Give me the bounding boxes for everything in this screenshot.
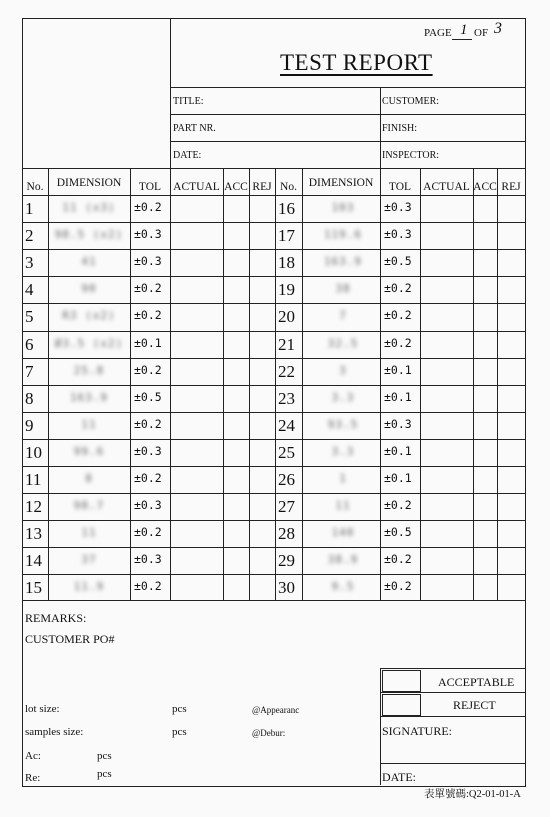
actual-input-cell[interactable] — [421, 494, 472, 519]
actual-input-cell[interactable] — [171, 196, 222, 221]
reject-check-cell[interactable] — [250, 467, 274, 492]
dimension-value: 37 — [81, 553, 97, 567]
row-number: 7 — [25, 361, 34, 381]
row-number: 27 — [278, 497, 295, 517]
title-field-label: TITLE: — [173, 96, 204, 107]
info-line-2 — [170, 114, 525, 115]
row-number: 15 — [25, 578, 42, 598]
tolerance-value: ±0.5 — [134, 389, 162, 404]
verdict-bottom-line — [380, 716, 525, 717]
column-header-tol: TOL — [388, 181, 412, 193]
tolerance-value: ±0.2 — [134, 200, 162, 214]
actual-input-cell[interactable] — [421, 440, 472, 465]
row-number: 24 — [278, 415, 295, 435]
row-number: 28 — [278, 524, 295, 544]
actual-input-cell[interactable] — [171, 304, 222, 329]
tolerance-value: ±0.2 — [134, 416, 162, 431]
reject-check-cell[interactable] — [498, 304, 524, 329]
actual-input-cell[interactable] — [171, 440, 222, 465]
row-number: 5 — [25, 307, 34, 327]
accept-check-cell[interactable] — [474, 413, 496, 438]
customer-po-label: CUSTOMER PO# — [25, 632, 115, 646]
accept-check-cell[interactable] — [224, 440, 248, 465]
remarks-label: REMARKS: — [25, 611, 87, 625]
page-number: 1 — [460, 22, 468, 38]
verdict-left-line — [380, 668, 381, 785]
tolerance-value: ±0.2 — [134, 362, 162, 377]
actual-input-cell[interactable] — [171, 548, 222, 573]
tolerance-value: ±0.1 — [384, 443, 412, 458]
accept-check-cell[interactable] — [224, 196, 248, 221]
dimension-value: 25.8 — [73, 363, 105, 377]
actual-input-cell[interactable] — [421, 359, 472, 384]
actual-input-cell[interactable] — [171, 250, 222, 275]
finish-field-label: FINISH: — [382, 123, 418, 134]
dimension-value: 32.5 — [327, 336, 359, 350]
tolerance-value: ±0.1 — [384, 389, 412, 404]
reject-check-cell[interactable] — [498, 277, 524, 302]
form-code: 表單號碼:Q2-01-01-A — [424, 789, 521, 800]
reject-check-cell[interactable] — [250, 494, 274, 519]
tolerance-value: ±0.1 — [384, 471, 412, 485]
reject-check-cell[interactable] — [250, 196, 274, 221]
actual-input-cell[interactable] — [421, 196, 472, 221]
tolerance-value: ±0.3 — [384, 227, 412, 242]
header-bottom-line — [22, 168, 525, 169]
verdict-top-line — [380, 668, 525, 669]
reject-check-cell[interactable] — [498, 196, 524, 221]
row-number: 23 — [278, 388, 295, 408]
part-nr-field-label: PART NR. — [173, 123, 216, 134]
dimension-value: 119.6 — [323, 228, 363, 242]
accept-check-cell[interactable] — [224, 277, 248, 302]
inspector-field-label: INSPECTOR: — [382, 150, 440, 161]
dimension-value: 41 — [81, 255, 97, 269]
row-number: 11 — [25, 470, 42, 489]
dimension-value: 140 — [331, 526, 355, 540]
row-number: 1 — [25, 199, 34, 218]
reject-check-cell[interactable] — [498, 386, 524, 411]
accept-check-cell[interactable] — [474, 359, 496, 384]
reject-check-cell[interactable] — [250, 277, 274, 302]
dimension-value: 3 — [339, 363, 347, 377]
actual-input-cell[interactable] — [171, 223, 222, 248]
verdict-date-label: DATE: — [382, 770, 416, 784]
accept-check-cell[interactable] — [224, 332, 248, 357]
verdict-mid-line — [380, 692, 525, 693]
tolerance-value: ±0.1 — [134, 335, 162, 350]
reject-check-cell[interactable] — [498, 494, 524, 519]
reject-check-cell[interactable] — [498, 548, 524, 573]
column-header-dimension: DIMENSION — [308, 177, 374, 189]
column-header-tol: TOL — [138, 181, 162, 193]
actual-input-cell[interactable] — [421, 575, 472, 600]
column-header-dimension: DIMENSION — [56, 177, 122, 189]
report-title: TEST REPORT — [280, 50, 433, 75]
row-number: 6 — [25, 334, 34, 354]
accept-check-cell[interactable] — [474, 386, 496, 411]
appearance-label: @Appearanc — [252, 705, 300, 715]
tolerance-value: ±0.3 — [384, 416, 412, 431]
column-header-no: No. — [280, 181, 297, 193]
ac-label: Ac: — [25, 750, 41, 762]
accept-check-cell[interactable] — [224, 494, 248, 519]
row-number: 25 — [278, 442, 295, 462]
actual-input-cell[interactable] — [171, 277, 222, 302]
tolerance-value: ±0.2 — [384, 552, 412, 567]
tolerance-value: ±0.2 — [134, 308, 162, 323]
actual-input-cell[interactable] — [421, 332, 472, 357]
re-pcs: pcs — [97, 768, 112, 780]
dimension-value: 99.6 — [73, 444, 105, 458]
tolerance-value: ±0.2 — [384, 579, 412, 594]
accept-check-cell[interactable] — [474, 548, 496, 573]
acceptable-checkbox[interactable] — [382, 670, 421, 692]
reject-checkbox[interactable] — [382, 694, 421, 716]
lot-size-label: lot size: — [25, 703, 60, 715]
dimension-value: 3.3 — [331, 390, 355, 404]
accept-check-cell[interactable] — [224, 304, 248, 329]
signature-label: SIGNATURE: — [382, 724, 453, 738]
reject-check-cell[interactable] — [250, 575, 274, 600]
tolerance-value: ±0.2 — [134, 525, 162, 540]
accept-check-cell[interactable] — [474, 196, 496, 221]
row-number: 29 — [278, 551, 295, 571]
dimension-value: 7 — [339, 309, 347, 323]
row-number: 21 — [278, 334, 295, 354]
customer-field-label: CUSTOMER: — [382, 96, 440, 107]
table-column-line — [130, 168, 131, 600]
reject-check-cell[interactable] — [250, 250, 274, 275]
tolerance-value: ±0.1 — [384, 362, 412, 377]
actual-input-cell[interactable] — [421, 467, 472, 492]
column-header-acc: ACC — [224, 181, 248, 193]
accept-check-cell[interactable] — [224, 359, 248, 384]
dimension-value: 98.5 (x2) — [54, 228, 124, 242]
actual-input-cell[interactable] — [171, 521, 222, 546]
table-bottom-line — [22, 600, 525, 601]
row-number: 22 — [278, 361, 295, 381]
row-number: 13 — [25, 524, 42, 544]
row-number: 19 — [278, 280, 295, 300]
dimension-value: 38.9 — [327, 553, 359, 567]
date-field-label: DATE: — [173, 150, 202, 161]
dimension-value: 93.5 — [327, 417, 359, 431]
actual-input-cell[interactable] — [421, 277, 472, 302]
reject-check-cell[interactable] — [250, 359, 274, 384]
tolerance-value: ±0.3 — [134, 443, 162, 458]
row-number: 14 — [25, 551, 42, 571]
actual-input-cell[interactable] — [171, 359, 222, 384]
acceptable-label: ACCEPTABLE — [438, 675, 515, 689]
tolerance-value: ±0.2 — [384, 308, 412, 323]
column-header-actual: ACTUAL — [173, 181, 220, 193]
dimension-value: 11 (x3) — [62, 201, 116, 214]
reject-check-cell[interactable] — [250, 413, 274, 438]
column-header-acc: ACC — [473, 181, 497, 193]
actual-input-cell[interactable] — [421, 250, 472, 275]
dimension-value: 9.5 — [331, 580, 355, 594]
accept-check-cell[interactable] — [474, 467, 496, 492]
reject-check-cell[interactable] — [250, 386, 274, 411]
tolerance-value: ±0.3 — [134, 254, 162, 269]
tolerance-value: ±0.2 — [384, 281, 412, 296]
column-header-no: No. — [26, 181, 44, 193]
accept-check-cell[interactable] — [474, 277, 496, 302]
table-column-line — [275, 168, 276, 600]
row-number: 4 — [25, 280, 34, 300]
accept-check-cell[interactable] — [474, 494, 496, 519]
actual-input-cell[interactable] — [421, 521, 472, 546]
dimension-value: 103 — [331, 201, 355, 214]
column-header-rej: REJ — [501, 181, 521, 193]
reject-check-cell[interactable] — [498, 359, 524, 384]
actual-input-cell[interactable] — [171, 494, 222, 519]
accept-check-cell[interactable] — [224, 386, 248, 411]
dimension-value: 11 — [335, 499, 351, 513]
accept-check-cell[interactable] — [474, 250, 496, 275]
reject-check-cell[interactable] — [498, 467, 524, 492]
info-divider — [380, 87, 381, 168]
accept-check-cell[interactable] — [224, 575, 248, 600]
tolerance-value: ±0.3 — [384, 200, 412, 214]
tolerance-value: ±0.2 — [134, 579, 162, 594]
row-number: 9 — [25, 415, 34, 435]
dimension-value: 163.9 — [323, 255, 363, 269]
row-number: 10 — [25, 442, 42, 462]
accept-check-cell[interactable] — [224, 548, 248, 573]
actual-input-cell[interactable] — [421, 386, 472, 411]
tolerance-value: ±0.3 — [134, 552, 162, 567]
dimension-value: 8 — [85, 472, 93, 485]
accept-check-cell[interactable] — [474, 332, 496, 357]
row-number: 12 — [25, 497, 42, 517]
tolerance-value: ±0.2 — [134, 281, 162, 296]
dimension-value: 90 — [81, 282, 97, 296]
accept-check-cell[interactable] — [224, 250, 248, 275]
tolerance-value: ±0.2 — [384, 498, 412, 513]
actual-input-cell[interactable] — [171, 332, 222, 357]
accept-check-cell[interactable] — [474, 575, 496, 600]
reject-check-cell[interactable] — [250, 304, 274, 329]
accept-check-cell[interactable] — [224, 223, 248, 248]
samples-size-label: samples size: — [25, 726, 84, 738]
tolerance-value: ±0.5 — [384, 254, 412, 269]
reject-check-cell[interactable] — [498, 250, 524, 275]
dimension-value: R3 (x2) — [62, 309, 116, 323]
info-line-3 — [170, 141, 525, 142]
accept-check-cell[interactable] — [224, 521, 248, 546]
actual-input-cell[interactable] — [171, 467, 222, 492]
accept-check-cell[interactable] — [474, 440, 496, 465]
row-number: 16 — [278, 199, 295, 218]
reject-check-cell[interactable] — [498, 440, 524, 465]
dimension-value: 11 — [81, 417, 97, 431]
tolerance-value: ±0.2 — [384, 335, 412, 350]
actual-input-cell[interactable] — [171, 413, 222, 438]
accept-check-cell[interactable] — [474, 521, 496, 546]
column-header-actual: ACTUAL — [423, 181, 470, 193]
dimension-value: 38 — [335, 282, 351, 296]
actual-input-cell[interactable] — [421, 223, 472, 248]
table-column-line — [380, 168, 381, 600]
column-header-rej: REJ — [252, 181, 272, 193]
reject-check-cell[interactable] — [498, 575, 524, 600]
row-number: 26 — [278, 470, 295, 489]
reject-label: REJECT — [453, 698, 496, 712]
lot-size-pcs: pcs — [172, 703, 187, 715]
row-number: 18 — [278, 253, 295, 273]
dimension-value: 1 — [339, 472, 347, 485]
page-label: PAGE — [424, 27, 452, 39]
of-label: OF — [474, 27, 489, 39]
reject-check-cell[interactable] — [250, 440, 274, 465]
accept-check-cell[interactable] — [474, 223, 496, 248]
page-number-underline — [452, 39, 472, 40]
dimension-value: 3.3 — [331, 444, 355, 458]
dimension-value: 163.9 — [69, 390, 109, 404]
dimension-value: 98.7 — [73, 499, 105, 513]
tolerance-value: ±0.3 — [134, 498, 162, 513]
ac-pcs: pcs — [97, 750, 112, 762]
dimension-value: Ø3.5 (x2) — [54, 336, 124, 350]
reject-check-cell[interactable] — [250, 223, 274, 248]
reject-check-cell[interactable] — [498, 332, 524, 357]
accept-check-cell[interactable] — [474, 304, 496, 329]
reject-check-cell[interactable] — [250, 521, 274, 546]
re-label: Re: — [25, 772, 41, 784]
accept-check-cell[interactable] — [224, 467, 248, 492]
actual-input-cell[interactable] — [421, 304, 472, 329]
tolerance-value: ±0.5 — [384, 525, 412, 540]
total-pages: 3 — [494, 20, 502, 37]
reject-check-cell[interactable] — [498, 521, 524, 546]
actual-input-cell[interactable] — [171, 386, 222, 411]
dimension-value: 11.9 — [73, 580, 105, 594]
logo-box-divider — [170, 18, 171, 168]
actual-input-cell[interactable] — [171, 575, 222, 600]
accept-check-cell[interactable] — [224, 413, 248, 438]
row-number: 30 — [278, 578, 295, 598]
tolerance-value: ±0.3 — [134, 227, 162, 242]
row-number: 2 — [25, 226, 34, 246]
row-number: 8 — [25, 388, 34, 408]
reject-check-cell[interactable] — [498, 413, 524, 438]
row-number: 3 — [25, 253, 34, 273]
reject-check-cell[interactable] — [250, 332, 274, 357]
tolerance-value: ±0.2 — [134, 471, 162, 485]
signature-date-line — [380, 763, 525, 764]
debur-label: @Debur: — [252, 728, 286, 738]
reject-check-cell[interactable] — [498, 223, 524, 248]
row-number: 20 — [278, 307, 295, 327]
info-line-1 — [170, 87, 525, 88]
row-number: 17 — [278, 226, 295, 246]
actual-input-cell[interactable] — [421, 548, 472, 573]
dimension-value: 11 — [81, 526, 97, 540]
actual-input-cell[interactable] — [421, 413, 472, 438]
samples-size-pcs: pcs — [172, 726, 187, 738]
reject-check-cell[interactable] — [250, 548, 274, 573]
